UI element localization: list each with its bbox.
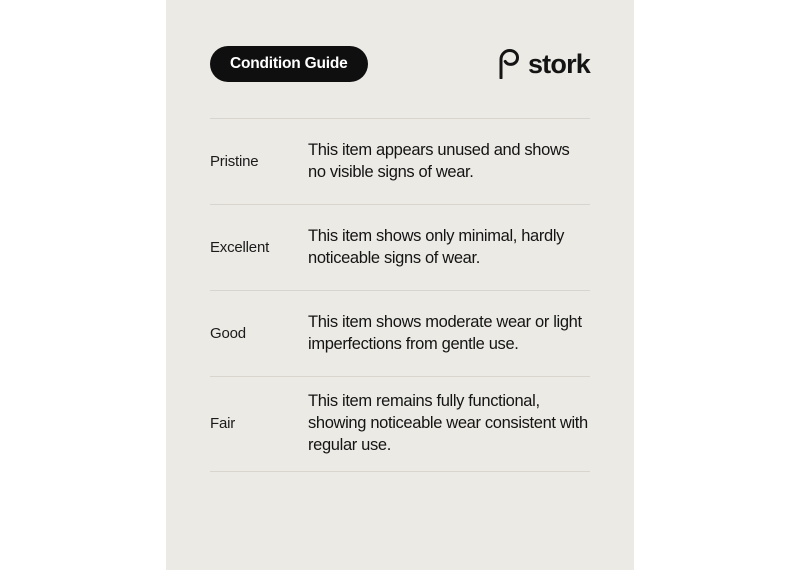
card-content [166, 0, 634, 570]
brand-name: stork [527, 48, 590, 79]
table-row [210, 376, 590, 472]
condition-description: This item shows only minimal, hardly noticeable signs of wear. [308, 226, 565, 267]
stork-logo-icon [497, 49, 521, 79]
brand-lockup [497, 49, 590, 79]
table-row [210, 118, 590, 204]
condition-label: Fair [210, 415, 236, 433]
condition-label: Excellent [210, 239, 270, 256]
table-row [210, 290, 590, 376]
card-header [210, 44, 590, 84]
condition-description: This item remains fully functional, showing noticeable wear consistent with regular use. [308, 392, 588, 454]
condition-guide-card [166, 0, 634, 570]
condition-description: This item shows moderate wear or light imperfections from gentle use. [308, 312, 582, 353]
condition-guide-badge: Condition Guide [210, 46, 368, 82]
table-row [210, 204, 590, 290]
condition-label: Good [210, 325, 246, 342]
conditions-table [210, 118, 590, 472]
condition-description: This item appears unused and shows no visible signs of wear. [308, 140, 570, 181]
condition-label: Pristine [210, 153, 259, 170]
